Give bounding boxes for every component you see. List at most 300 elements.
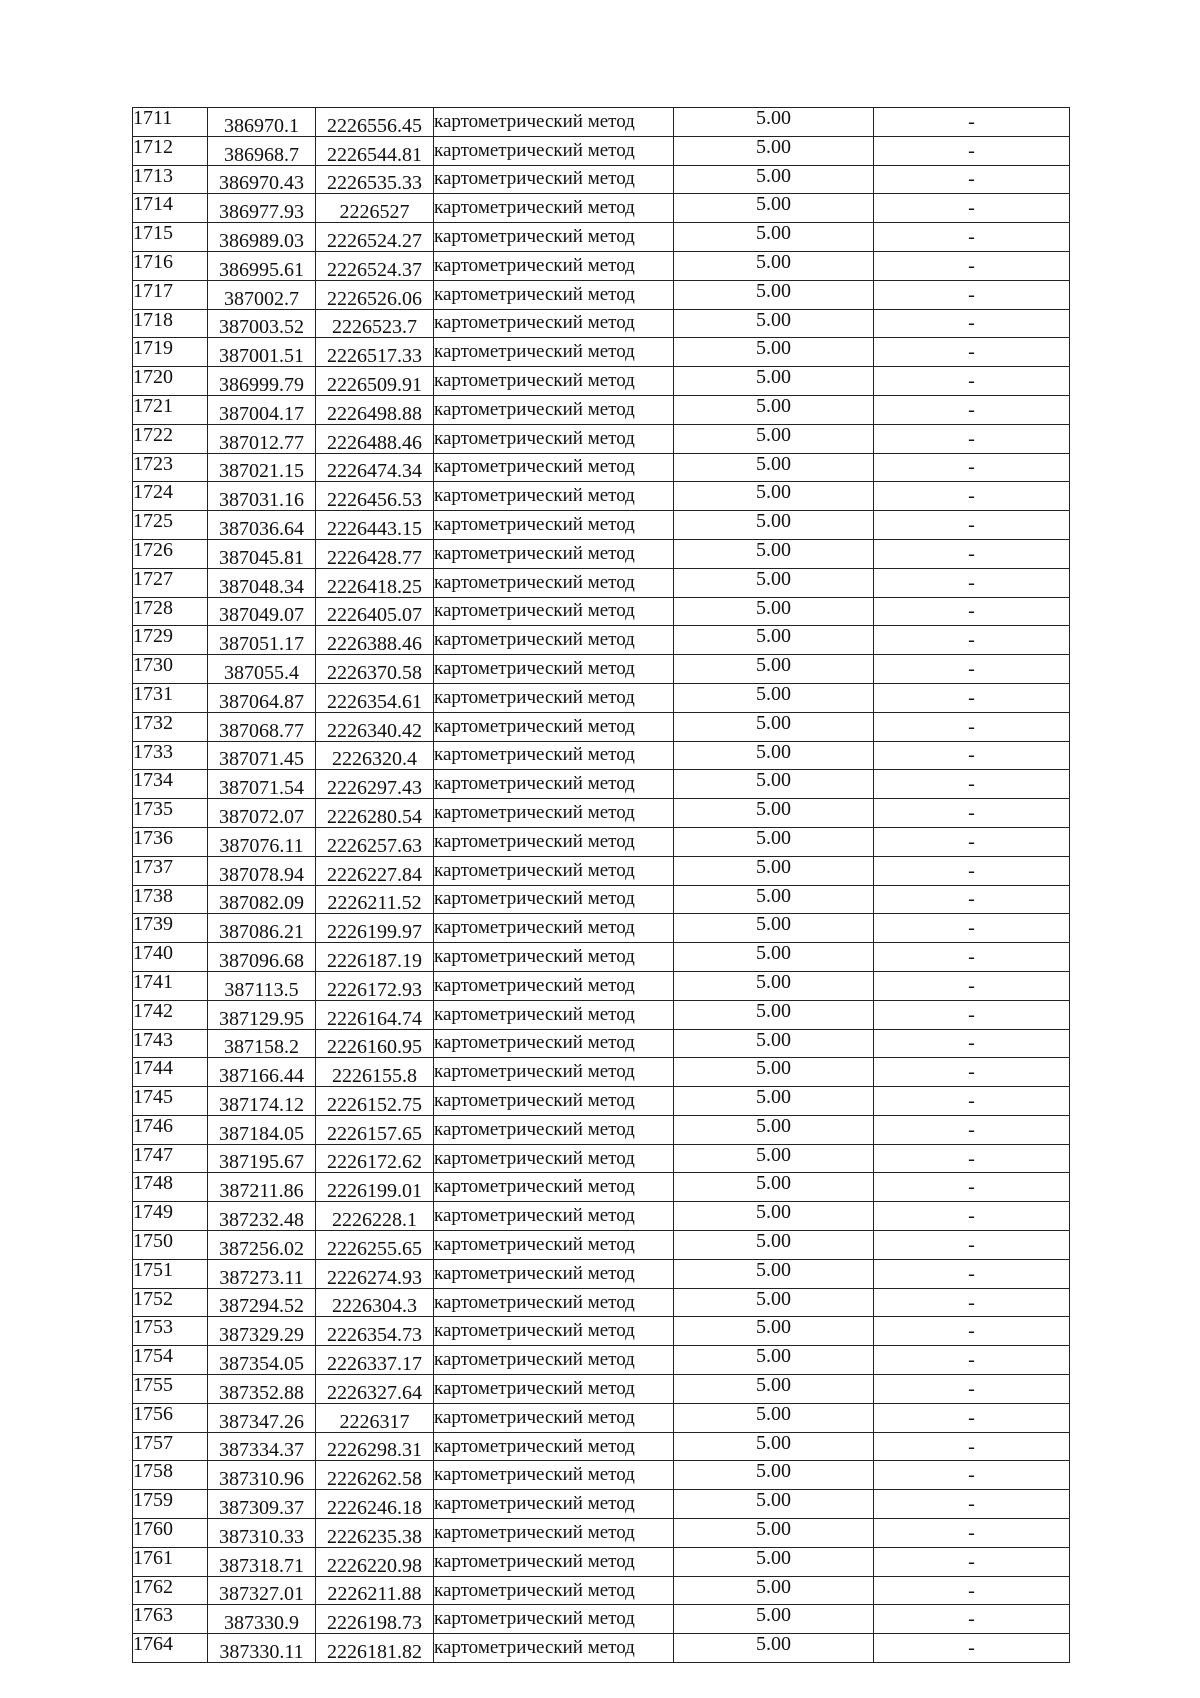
point-number-cell: 1760 bbox=[133, 1519, 208, 1548]
x-coordinate-cell: 386995.61 bbox=[208, 251, 316, 280]
method-cell: картометрический метод bbox=[434, 1403, 674, 1432]
table-row bbox=[133, 827, 1070, 856]
method-cell: картометрический метод bbox=[434, 1173, 674, 1202]
method-cell: картометрический метод bbox=[434, 1375, 674, 1404]
description-cell: - bbox=[874, 1058, 1070, 1087]
x-coordinate-cell: 386999.79 bbox=[208, 367, 316, 396]
precision-cell: 5.00 bbox=[674, 1576, 874, 1605]
description-cell: - bbox=[874, 1490, 1070, 1519]
x-coordinate-cell: 387021.15 bbox=[208, 453, 316, 482]
precision-cell: 5.00 bbox=[674, 799, 874, 828]
point-number-cell: 1732 bbox=[133, 712, 208, 741]
x-coordinate-cell: 387273.11 bbox=[208, 1259, 316, 1288]
y-coordinate-cell: 2226172.62 bbox=[316, 1144, 434, 1173]
point-number-cell: 1756 bbox=[133, 1403, 208, 1432]
precision-cell: 5.00 bbox=[674, 1317, 874, 1346]
y-coordinate-cell: 2226320.4 bbox=[316, 741, 434, 770]
precision-cell: 5.00 bbox=[674, 1000, 874, 1029]
description-cell: - bbox=[874, 539, 1070, 568]
point-number-cell: 1730 bbox=[133, 655, 208, 684]
table-row bbox=[133, 741, 1070, 770]
method-cell: картометрический метод bbox=[434, 1576, 674, 1605]
table-row bbox=[133, 1115, 1070, 1144]
point-number-cell: 1739 bbox=[133, 914, 208, 943]
method-cell: картометрический метод bbox=[434, 568, 674, 597]
point-number-cell: 1764 bbox=[133, 1634, 208, 1663]
description-cell: - bbox=[874, 856, 1070, 885]
point-number-cell: 1723 bbox=[133, 453, 208, 482]
point-number-cell: 1742 bbox=[133, 1000, 208, 1029]
precision-cell: 5.00 bbox=[674, 367, 874, 396]
y-coordinate-cell: 2226488.46 bbox=[316, 424, 434, 453]
table-row bbox=[133, 424, 1070, 453]
point-number-cell: 1761 bbox=[133, 1547, 208, 1576]
description-cell: - bbox=[874, 971, 1070, 1000]
precision-cell: 5.00 bbox=[674, 597, 874, 626]
x-coordinate-cell: 387036.64 bbox=[208, 511, 316, 540]
table-row bbox=[133, 1519, 1070, 1548]
point-number-cell: 1763 bbox=[133, 1605, 208, 1634]
description-cell: - bbox=[874, 1087, 1070, 1116]
description-cell: - bbox=[874, 1000, 1070, 1029]
table-row bbox=[133, 1058, 1070, 1087]
y-coordinate-cell: 2226280.54 bbox=[316, 799, 434, 828]
table-row bbox=[133, 108, 1070, 137]
y-coordinate-cell: 2226523.7 bbox=[316, 309, 434, 338]
x-coordinate-cell: 387327.01 bbox=[208, 1576, 316, 1605]
y-coordinate-cell: 2226354.73 bbox=[316, 1317, 434, 1346]
y-coordinate-cell: 2226509.91 bbox=[316, 367, 434, 396]
method-cell: картометрический метод bbox=[434, 1461, 674, 1490]
x-coordinate-cell: 386968.7 bbox=[208, 136, 316, 165]
y-coordinate-cell: 2226228.1 bbox=[316, 1202, 434, 1231]
method-cell: картометрический метод bbox=[434, 885, 674, 914]
precision-cell: 5.00 bbox=[674, 1375, 874, 1404]
table-row bbox=[133, 770, 1070, 799]
point-number-cell: 1729 bbox=[133, 626, 208, 655]
table-row bbox=[133, 136, 1070, 165]
point-number-cell: 1716 bbox=[133, 251, 208, 280]
method-cell: картометрический метод bbox=[434, 338, 674, 367]
x-coordinate-cell: 386970.1 bbox=[208, 108, 316, 137]
description-cell: - bbox=[874, 741, 1070, 770]
point-number-cell: 1733 bbox=[133, 741, 208, 770]
point-number-cell: 1750 bbox=[133, 1231, 208, 1260]
point-number-cell: 1725 bbox=[133, 511, 208, 540]
x-coordinate-cell: 387354.05 bbox=[208, 1346, 316, 1375]
precision-cell: 5.00 bbox=[674, 683, 874, 712]
precision-cell: 5.00 bbox=[674, 136, 874, 165]
x-coordinate-cell: 387049.07 bbox=[208, 597, 316, 626]
description-cell: - bbox=[874, 770, 1070, 799]
x-coordinate-cell: 387310.33 bbox=[208, 1519, 316, 1548]
method-cell: картометрический метод bbox=[434, 194, 674, 223]
x-coordinate-cell: 387071.54 bbox=[208, 770, 316, 799]
table-row bbox=[133, 943, 1070, 972]
point-number-cell: 1722 bbox=[133, 424, 208, 453]
precision-cell: 5.00 bbox=[674, 1029, 874, 1058]
description-cell: - bbox=[874, 223, 1070, 252]
precision-cell: 5.00 bbox=[674, 338, 874, 367]
method-cell: картометрический метод bbox=[434, 1547, 674, 1576]
coordinates-table-body bbox=[133, 108, 1070, 1663]
table-row bbox=[133, 1029, 1070, 1058]
precision-cell: 5.00 bbox=[674, 1144, 874, 1173]
method-cell: картометрический метод bbox=[434, 1144, 674, 1173]
point-number-cell: 1737 bbox=[133, 856, 208, 885]
description-cell: - bbox=[874, 827, 1070, 856]
precision-cell: 5.00 bbox=[674, 1519, 874, 1548]
precision-cell: 5.00 bbox=[674, 108, 874, 137]
method-cell: картометрический метод bbox=[434, 309, 674, 338]
method-cell: картометрический метод bbox=[434, 856, 674, 885]
table-row bbox=[133, 1346, 1070, 1375]
point-number-cell: 1749 bbox=[133, 1202, 208, 1231]
table-row bbox=[133, 1231, 1070, 1260]
method-cell: картометрический метод bbox=[434, 223, 674, 252]
description-cell: - bbox=[874, 136, 1070, 165]
x-coordinate-cell: 387184.05 bbox=[208, 1115, 316, 1144]
x-coordinate-cell: 387064.87 bbox=[208, 683, 316, 712]
method-cell: картометрический метод bbox=[434, 712, 674, 741]
method-cell: картометрический метод bbox=[434, 741, 674, 770]
point-number-cell: 1748 bbox=[133, 1173, 208, 1202]
precision-cell: 5.00 bbox=[674, 827, 874, 856]
description-cell: - bbox=[874, 597, 1070, 626]
precision-cell: 5.00 bbox=[674, 424, 874, 453]
description-cell: - bbox=[874, 1346, 1070, 1375]
point-number-cell: 1712 bbox=[133, 136, 208, 165]
table-row bbox=[133, 856, 1070, 885]
method-cell: картометрический метод bbox=[434, 1490, 674, 1519]
precision-cell: 5.00 bbox=[674, 971, 874, 1000]
x-coordinate-cell: 387004.17 bbox=[208, 395, 316, 424]
description-cell: - bbox=[874, 1432, 1070, 1461]
method-cell: картометрический метод bbox=[434, 1115, 674, 1144]
y-coordinate-cell: 2226498.88 bbox=[316, 395, 434, 424]
description-cell: - bbox=[874, 1634, 1070, 1663]
point-number-cell: 1736 bbox=[133, 827, 208, 856]
x-coordinate-cell: 387310.96 bbox=[208, 1461, 316, 1490]
precision-cell: 5.00 bbox=[674, 223, 874, 252]
point-number-cell: 1746 bbox=[133, 1115, 208, 1144]
y-coordinate-cell: 2226198.73 bbox=[316, 1605, 434, 1634]
y-coordinate-cell: 2226527 bbox=[316, 194, 434, 223]
precision-cell: 5.00 bbox=[674, 1115, 874, 1144]
table-row bbox=[133, 511, 1070, 540]
point-number-cell: 1711 bbox=[133, 108, 208, 137]
x-coordinate-cell: 387072.07 bbox=[208, 799, 316, 828]
table-row bbox=[133, 1547, 1070, 1576]
x-coordinate-cell: 387195.67 bbox=[208, 1144, 316, 1173]
y-coordinate-cell: 2226157.65 bbox=[316, 1115, 434, 1144]
x-coordinate-cell: 387211.86 bbox=[208, 1173, 316, 1202]
y-coordinate-cell: 2226297.43 bbox=[316, 770, 434, 799]
table-row bbox=[133, 1490, 1070, 1519]
precision-cell: 5.00 bbox=[674, 165, 874, 194]
point-number-cell: 1743 bbox=[133, 1029, 208, 1058]
precision-cell: 5.00 bbox=[674, 1058, 874, 1087]
x-coordinate-cell: 387068.77 bbox=[208, 712, 316, 741]
x-coordinate-cell: 387082.09 bbox=[208, 885, 316, 914]
method-cell: картометрический метод bbox=[434, 943, 674, 972]
table-row bbox=[133, 251, 1070, 280]
table-row bbox=[133, 1087, 1070, 1116]
point-number-cell: 1727 bbox=[133, 568, 208, 597]
description-cell: - bbox=[874, 1461, 1070, 1490]
table-row bbox=[133, 1403, 1070, 1432]
method-cell: картометрический метод bbox=[434, 1432, 674, 1461]
description-cell: - bbox=[874, 1259, 1070, 1288]
description-cell: - bbox=[874, 309, 1070, 338]
method-cell: картометрический метод bbox=[434, 1519, 674, 1548]
precision-cell: 5.00 bbox=[674, 1346, 874, 1375]
point-number-cell: 1751 bbox=[133, 1259, 208, 1288]
table-row bbox=[133, 914, 1070, 943]
y-coordinate-cell: 2226262.58 bbox=[316, 1461, 434, 1490]
precision-cell: 5.00 bbox=[674, 1605, 874, 1634]
point-number-cell: 1758 bbox=[133, 1461, 208, 1490]
table-row bbox=[133, 1288, 1070, 1317]
y-coordinate-cell: 2226199.97 bbox=[316, 914, 434, 943]
table-row bbox=[133, 712, 1070, 741]
table-row bbox=[133, 223, 1070, 252]
y-coordinate-cell: 2226160.95 bbox=[316, 1029, 434, 1058]
method-cell: картометрический метод bbox=[434, 1259, 674, 1288]
table-row bbox=[133, 1259, 1070, 1288]
method-cell: картометрический метод bbox=[434, 971, 674, 1000]
table-row bbox=[133, 597, 1070, 626]
y-coordinate-cell: 2226257.63 bbox=[316, 827, 434, 856]
description-cell: - bbox=[874, 799, 1070, 828]
table-row bbox=[133, 338, 1070, 367]
method-cell: картометрический метод bbox=[434, 1288, 674, 1317]
x-coordinate-cell: 387096.68 bbox=[208, 943, 316, 972]
x-coordinate-cell: 387330.11 bbox=[208, 1634, 316, 1663]
description-cell: - bbox=[874, 885, 1070, 914]
y-coordinate-cell: 2226456.53 bbox=[316, 482, 434, 511]
y-coordinate-cell: 2226181.82 bbox=[316, 1634, 434, 1663]
description-cell: - bbox=[874, 280, 1070, 309]
method-cell: картометрический метод bbox=[434, 511, 674, 540]
x-coordinate-cell: 387232.48 bbox=[208, 1202, 316, 1231]
description-cell: - bbox=[874, 194, 1070, 223]
point-number-cell: 1713 bbox=[133, 165, 208, 194]
precision-cell: 5.00 bbox=[674, 1432, 874, 1461]
method-cell: картометрический метод bbox=[434, 539, 674, 568]
y-coordinate-cell: 2226211.88 bbox=[316, 1576, 434, 1605]
point-number-cell: 1717 bbox=[133, 280, 208, 309]
table-row bbox=[133, 885, 1070, 914]
coordinates-table bbox=[132, 107, 1070, 1663]
precision-cell: 5.00 bbox=[674, 395, 874, 424]
method-cell: картометрический метод bbox=[434, 453, 674, 482]
table-row bbox=[133, 799, 1070, 828]
precision-cell: 5.00 bbox=[674, 568, 874, 597]
table-row bbox=[133, 1576, 1070, 1605]
precision-cell: 5.00 bbox=[674, 1231, 874, 1260]
precision-cell: 5.00 bbox=[674, 1490, 874, 1519]
description-cell: - bbox=[874, 1605, 1070, 1634]
method-cell: картометрический метод bbox=[434, 914, 674, 943]
point-number-cell: 1731 bbox=[133, 683, 208, 712]
y-coordinate-cell: 2226556.45 bbox=[316, 108, 434, 137]
method-cell: картометрический метод bbox=[434, 482, 674, 511]
x-coordinate-cell: 387347.26 bbox=[208, 1403, 316, 1432]
x-coordinate-cell: 387051.17 bbox=[208, 626, 316, 655]
point-number-cell: 1740 bbox=[133, 943, 208, 972]
y-coordinate-cell: 2226152.75 bbox=[316, 1087, 434, 1116]
description-cell: - bbox=[874, 482, 1070, 511]
y-coordinate-cell: 2226227.84 bbox=[316, 856, 434, 885]
y-coordinate-cell: 2226187.19 bbox=[316, 943, 434, 972]
method-cell: картометрический метод bbox=[434, 108, 674, 137]
precision-cell: 5.00 bbox=[674, 712, 874, 741]
x-coordinate-cell: 387329.29 bbox=[208, 1317, 316, 1346]
method-cell: картометрический метод bbox=[434, 1029, 674, 1058]
x-coordinate-cell: 387174.12 bbox=[208, 1087, 316, 1116]
point-number-cell: 1728 bbox=[133, 597, 208, 626]
precision-cell: 5.00 bbox=[674, 482, 874, 511]
y-coordinate-cell: 2226172.93 bbox=[316, 971, 434, 1000]
table-row bbox=[133, 482, 1070, 511]
precision-cell: 5.00 bbox=[674, 1634, 874, 1663]
y-coordinate-cell: 2226235.38 bbox=[316, 1519, 434, 1548]
description-cell: - bbox=[874, 1576, 1070, 1605]
table-row bbox=[133, 367, 1070, 396]
point-number-cell: 1720 bbox=[133, 367, 208, 396]
point-number-cell: 1762 bbox=[133, 1576, 208, 1605]
y-coordinate-cell: 2226337.17 bbox=[316, 1346, 434, 1375]
precision-cell: 5.00 bbox=[674, 1202, 874, 1231]
method-cell: картометрический метод bbox=[434, 683, 674, 712]
description-cell: - bbox=[874, 1403, 1070, 1432]
point-number-cell: 1745 bbox=[133, 1087, 208, 1116]
description-cell: - bbox=[874, 1202, 1070, 1231]
method-cell: картометрический метод bbox=[434, 395, 674, 424]
description-cell: - bbox=[874, 1231, 1070, 1260]
x-coordinate-cell: 387158.2 bbox=[208, 1029, 316, 1058]
y-coordinate-cell: 2226474.34 bbox=[316, 453, 434, 482]
x-coordinate-cell: 387129.95 bbox=[208, 1000, 316, 1029]
point-number-cell: 1714 bbox=[133, 194, 208, 223]
y-coordinate-cell: 2226535.33 bbox=[316, 165, 434, 194]
description-cell: - bbox=[874, 165, 1070, 194]
table-row bbox=[133, 1144, 1070, 1173]
y-coordinate-cell: 2226428.77 bbox=[316, 539, 434, 568]
x-coordinate-cell: 387001.51 bbox=[208, 338, 316, 367]
x-coordinate-cell: 387352.88 bbox=[208, 1375, 316, 1404]
point-number-cell: 1738 bbox=[133, 885, 208, 914]
point-number-cell: 1754 bbox=[133, 1346, 208, 1375]
y-coordinate-cell: 2226304.3 bbox=[316, 1288, 434, 1317]
table-row bbox=[133, 626, 1070, 655]
y-coordinate-cell: 2226544.81 bbox=[316, 136, 434, 165]
description-cell: - bbox=[874, 1173, 1070, 1202]
precision-cell: 5.00 bbox=[674, 1087, 874, 1116]
x-coordinate-cell: 387113.5 bbox=[208, 971, 316, 1000]
description-cell: - bbox=[874, 1288, 1070, 1317]
table-row bbox=[133, 1375, 1070, 1404]
x-coordinate-cell: 387330.9 bbox=[208, 1605, 316, 1634]
precision-cell: 5.00 bbox=[674, 943, 874, 972]
precision-cell: 5.00 bbox=[674, 194, 874, 223]
table-row bbox=[133, 453, 1070, 482]
method-cell: картометрический метод bbox=[434, 1000, 674, 1029]
description-cell: - bbox=[874, 943, 1070, 972]
x-coordinate-cell: 386977.93 bbox=[208, 194, 316, 223]
x-coordinate-cell: 387002.7 bbox=[208, 280, 316, 309]
description-cell: - bbox=[874, 1029, 1070, 1058]
method-cell: картометрический метод bbox=[434, 1346, 674, 1375]
x-coordinate-cell: 387012.77 bbox=[208, 424, 316, 453]
y-coordinate-cell: 2226370.58 bbox=[316, 655, 434, 684]
method-cell: картометрический метод bbox=[434, 251, 674, 280]
method-cell: картометрический метод bbox=[434, 280, 674, 309]
y-coordinate-cell: 2226517.33 bbox=[316, 338, 434, 367]
description-cell: - bbox=[874, 108, 1070, 137]
precision-cell: 5.00 bbox=[674, 1173, 874, 1202]
table-row bbox=[133, 1461, 1070, 1490]
method-cell: картометрический метод bbox=[434, 136, 674, 165]
table-row bbox=[133, 1605, 1070, 1634]
y-coordinate-cell: 2226220.98 bbox=[316, 1547, 434, 1576]
method-cell: картометрический метод bbox=[434, 655, 674, 684]
table-row bbox=[133, 655, 1070, 684]
description-cell: - bbox=[874, 568, 1070, 597]
description-cell: - bbox=[874, 712, 1070, 741]
method-cell: картометрический метод bbox=[434, 1231, 674, 1260]
x-coordinate-cell: 387166.44 bbox=[208, 1058, 316, 1087]
point-number-cell: 1718 bbox=[133, 309, 208, 338]
point-number-cell: 1719 bbox=[133, 338, 208, 367]
precision-cell: 5.00 bbox=[674, 885, 874, 914]
method-cell: картометрический метод bbox=[434, 1058, 674, 1087]
description-cell: - bbox=[874, 424, 1070, 453]
precision-cell: 5.00 bbox=[674, 309, 874, 338]
y-coordinate-cell: 2226524.27 bbox=[316, 223, 434, 252]
y-coordinate-cell: 2226388.46 bbox=[316, 626, 434, 655]
x-coordinate-cell: 387318.71 bbox=[208, 1547, 316, 1576]
precision-cell: 5.00 bbox=[674, 453, 874, 482]
description-cell: - bbox=[874, 1547, 1070, 1576]
point-number-cell: 1747 bbox=[133, 1144, 208, 1173]
x-coordinate-cell: 387055.4 bbox=[208, 655, 316, 684]
y-coordinate-cell: 2226199.01 bbox=[316, 1173, 434, 1202]
point-number-cell: 1753 bbox=[133, 1317, 208, 1346]
precision-cell: 5.00 bbox=[674, 1547, 874, 1576]
x-coordinate-cell: 387294.52 bbox=[208, 1288, 316, 1317]
description-cell: - bbox=[874, 453, 1070, 482]
point-number-cell: 1721 bbox=[133, 395, 208, 424]
description-cell: - bbox=[874, 914, 1070, 943]
table-row bbox=[133, 309, 1070, 338]
method-cell: картометрический метод bbox=[434, 799, 674, 828]
x-coordinate-cell: 387086.21 bbox=[208, 914, 316, 943]
description-cell: - bbox=[874, 1144, 1070, 1173]
y-coordinate-cell: 2226246.18 bbox=[316, 1490, 434, 1519]
precision-cell: 5.00 bbox=[674, 280, 874, 309]
y-coordinate-cell: 2226524.37 bbox=[316, 251, 434, 280]
point-number-cell: 1715 bbox=[133, 223, 208, 252]
precision-cell: 5.00 bbox=[674, 539, 874, 568]
x-coordinate-cell: 386989.03 bbox=[208, 223, 316, 252]
y-coordinate-cell: 2226164.74 bbox=[316, 1000, 434, 1029]
description-cell: - bbox=[874, 251, 1070, 280]
point-number-cell: 1734 bbox=[133, 770, 208, 799]
precision-cell: 5.00 bbox=[674, 856, 874, 885]
table-row bbox=[133, 1000, 1070, 1029]
